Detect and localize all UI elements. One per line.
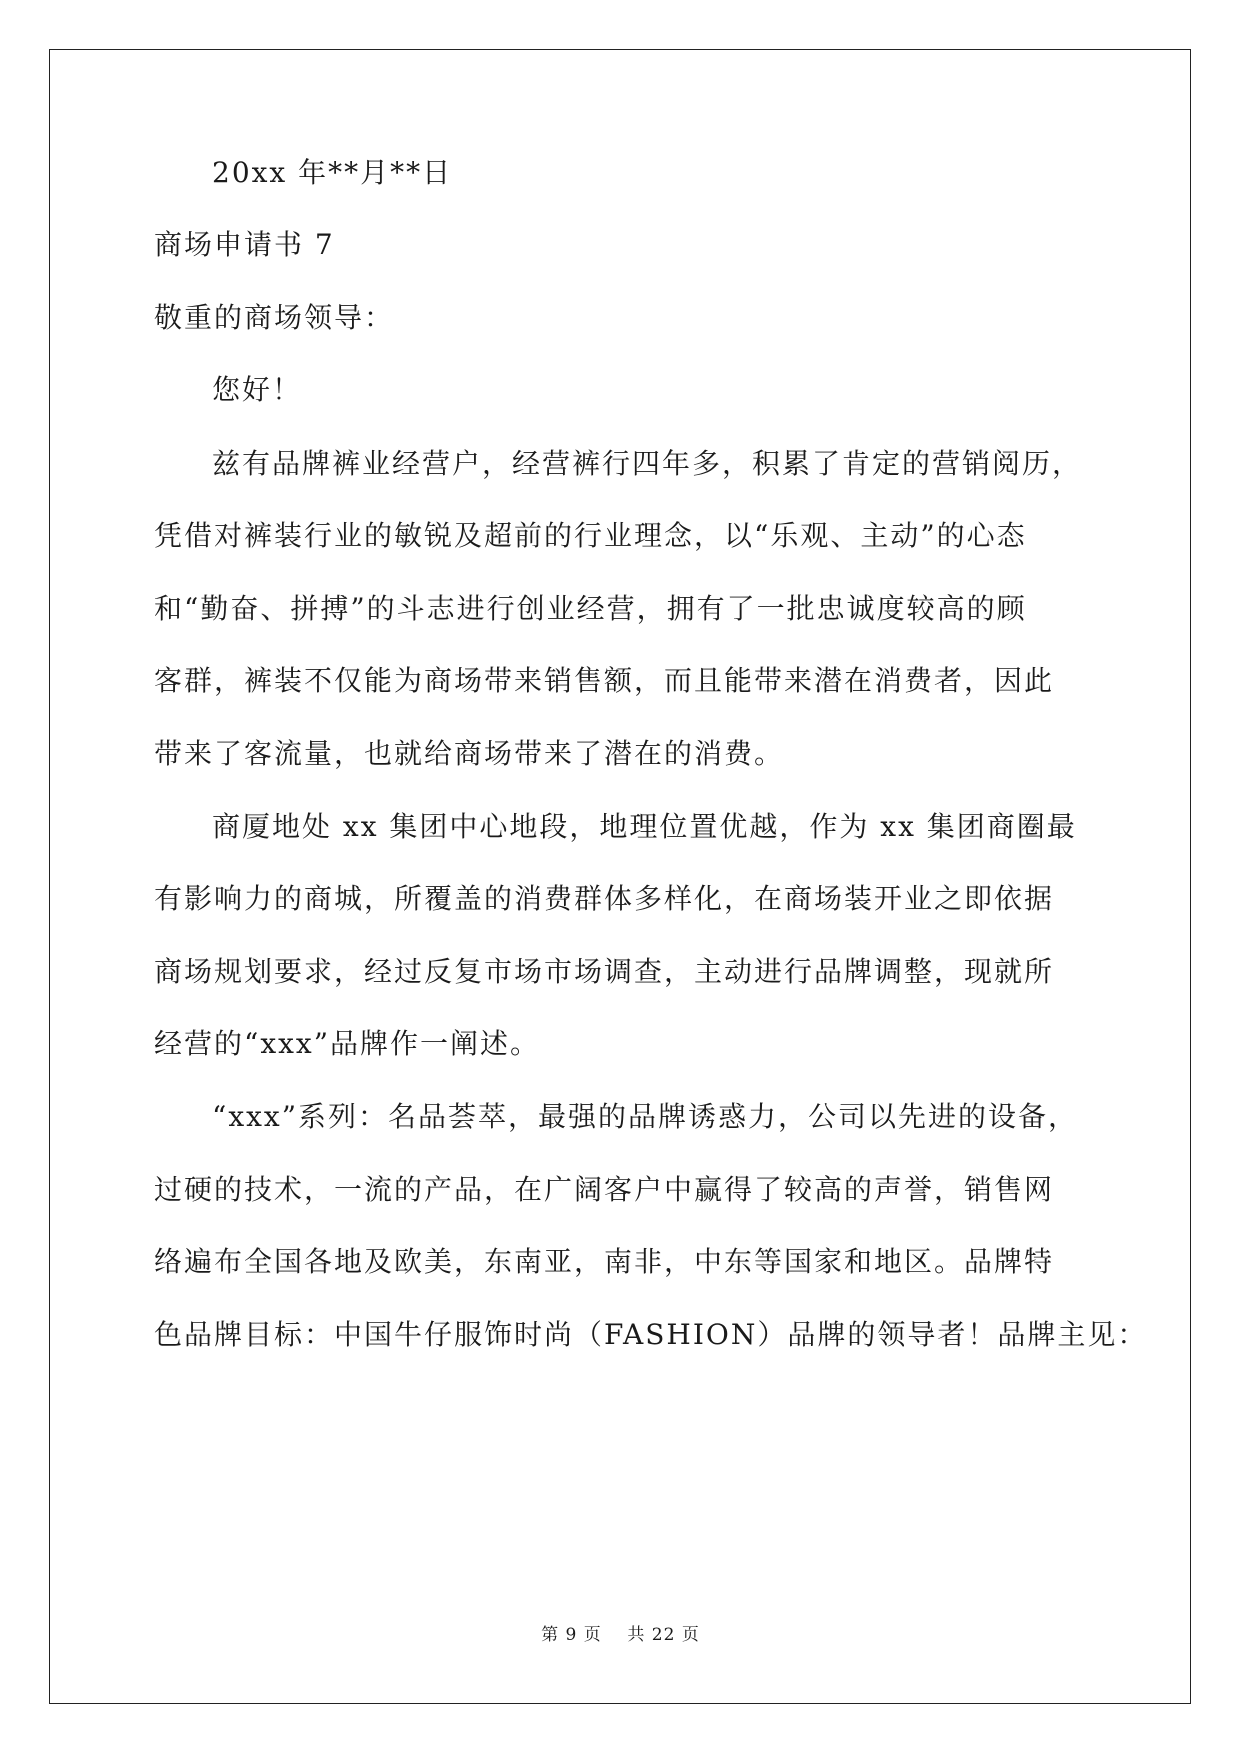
document-title: 商场申请书 7	[154, 228, 335, 261]
paragraph-2-line: 经营的“xxx”品牌作一阐述。	[154, 1027, 541, 1060]
paragraph-2-line: 商厦地处 xx 集团中心地段，地理位置优越，作为 xx 集团商圈最	[212, 810, 1077, 843]
paragraph-3-line: “xxx”系列：名品荟萃，最强的品牌诱惑力，公司以先进的设备，	[212, 1100, 1079, 1133]
paragraph-1-line: 凭借对裤装行业的敏锐及超前的行业理念，以“乐观、主动”的心态	[154, 519, 1027, 552]
paragraph-1-line: 和“勤奋、拼搏”的斗志进行创业经营，拥有了一批忠诚度较高的顾	[154, 592, 1027, 625]
salutation: 敬重的商场领导：	[154, 301, 395, 334]
paragraph-2-line: 商场规划要求，经过反复市场市场调查，主动进行品牌调整，现就所	[154, 955, 1055, 988]
paragraph-2-line: 有影响力的商城，所覆盖的消费群体多样化，在商场装开业之即依据	[154, 882, 1055, 915]
paragraph-3-line: 络遍布全国各地及欧美，东南亚，南非，中东等国家和地区。品牌特	[154, 1245, 1055, 1278]
greeting: 您好！	[212, 373, 303, 406]
page-number-footer: 第 9 页 共 22 页	[541, 1625, 700, 1645]
paragraph-3-line: 色品牌目标：中国牛仔服饰时尚（FASHION）品牌的领导者！品牌主见：	[154, 1318, 1148, 1351]
paragraph-1-line: 客群，裤装不仅能为商场带来销售额，而且能带来潜在消费者，因此	[154, 664, 1055, 697]
paragraph-1-line: 带来了客流量，也就给商场带来了潜在的消费。	[154, 737, 785, 770]
paragraph-1-line: 兹有品牌裤业经营户，经营裤行四年多，积累了肯定的营销阅历，	[212, 447, 1083, 480]
page-border	[49, 49, 1191, 1704]
paragraph-3-line: 过硬的技术，一流的产品，在广阔客户中赢得了较高的声誉，销售网	[154, 1173, 1055, 1206]
date-line: 20xx 年**月**日	[212, 156, 453, 189]
